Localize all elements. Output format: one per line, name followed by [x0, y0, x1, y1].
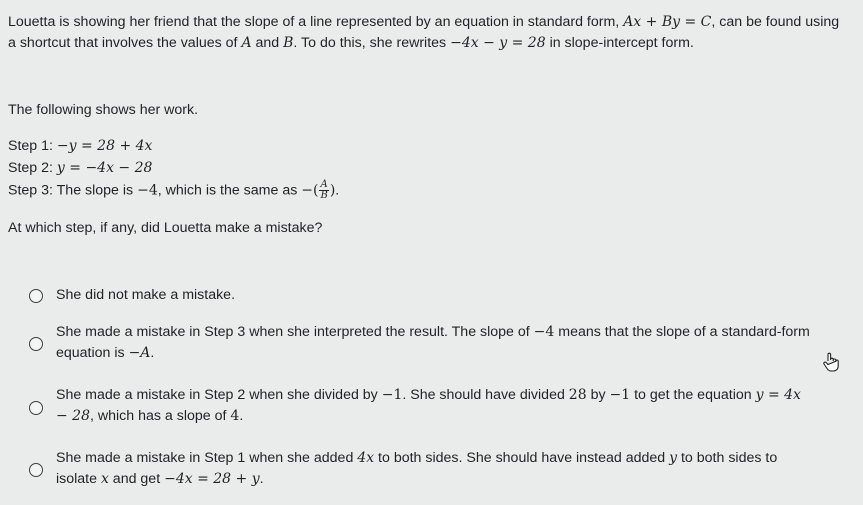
option-text: means that the slope of a standard-form equation is [56, 324, 810, 361]
option-2-text[interactable] [56, 322, 816, 364]
intro-text: , can be found using a shortcut that involves the values of [8, 14, 840, 51]
option-math: x [100, 471, 109, 487]
option-1-radio[interactable] [29, 289, 43, 303]
option-4-text[interactable] [56, 448, 816, 490]
paren-open: ( [312, 182, 319, 199]
option-4-radio[interactable] [29, 463, 43, 477]
option-text: She made a mistake in Step 1 when she added [56, 450, 358, 466]
option-math: −4 [533, 324, 555, 340]
variable-a: A [241, 35, 252, 51]
option-math: −1 [609, 387, 631, 403]
standard-form-equation: Ax + By = C [623, 14, 712, 30]
intro-paragraph [8, 12, 848, 54]
option-3-text[interactable] [56, 385, 816, 427]
option-text: She made a mistake in Step 3 when she interpreted the result. The slope of [56, 324, 534, 340]
step-math: −y = 28 + 4x [56, 138, 153, 154]
negative-sign: − [301, 182, 313, 199]
hand-pointer-icon [822, 352, 840, 372]
step-label: Step 2: [8, 160, 57, 176]
intro-text: and [251, 35, 284, 51]
option-math: y [669, 450, 678, 466]
step-label: Step 1: [8, 138, 57, 154]
option-math: −1 [381, 387, 403, 403]
paren-close: ) [329, 182, 336, 199]
option-text: to get the equation [630, 387, 756, 403]
option-text: to both sides to isolate [56, 450, 778, 487]
option-math: 4 [230, 408, 240, 424]
fraction-denominator: B [320, 190, 328, 201]
option-1-text[interactable] [56, 285, 816, 306]
step-1 [8, 136, 848, 157]
fraction-numerator: A [320, 179, 328, 190]
option-text: . [259, 471, 264, 487]
intro-text: in slope-intercept form. [545, 35, 694, 51]
option-text: . She should have divided [402, 387, 569, 403]
fraction-a-over-b [319, 180, 328, 201]
option-text: . [239, 408, 244, 424]
option-math: 28 [568, 387, 587, 403]
option-text: She did not make a mistake. [56, 287, 236, 303]
variable-b: B [283, 35, 294, 51]
option-text: by [586, 387, 610, 403]
intro-text: Louetta is showing her friend that the slope of a line represented by an equation in standard form, [8, 14, 624, 30]
option-math: −A [128, 345, 151, 361]
option-2-radio[interactable] [29, 337, 43, 351]
given-equation: −4x − y = 28 [450, 35, 546, 51]
work-heading: The following shows her work. [8, 102, 199, 118]
option-text: She made a mistake in Step 2 when she divided by [56, 387, 382, 403]
option-text: and get [108, 471, 165, 487]
step-text: . [335, 182, 340, 199]
step-math: −4 [137, 182, 158, 199]
option-text: , which has a slope of [90, 408, 231, 424]
option-math: 4x [357, 450, 375, 466]
step-math: y = −4x − 28 [56, 160, 153, 176]
option-math: −4x = 28 + y [164, 471, 260, 487]
step-3 [8, 180, 848, 201]
option-text: to both sides. She should have instead added [374, 450, 670, 466]
step-2 [8, 158, 848, 179]
question-prompt: At which step, if any, did Louetta make a mistake? [8, 220, 323, 236]
step-label: Step 3: The slope is [8, 182, 138, 199]
step-text: , which is the same as [157, 182, 302, 199]
option-text: . [150, 345, 155, 361]
intro-text: . To do this, she rewrites [293, 35, 451, 51]
option-3-radio[interactable] [29, 401, 43, 415]
option-math: y = 4x − 28 [56, 387, 801, 424]
